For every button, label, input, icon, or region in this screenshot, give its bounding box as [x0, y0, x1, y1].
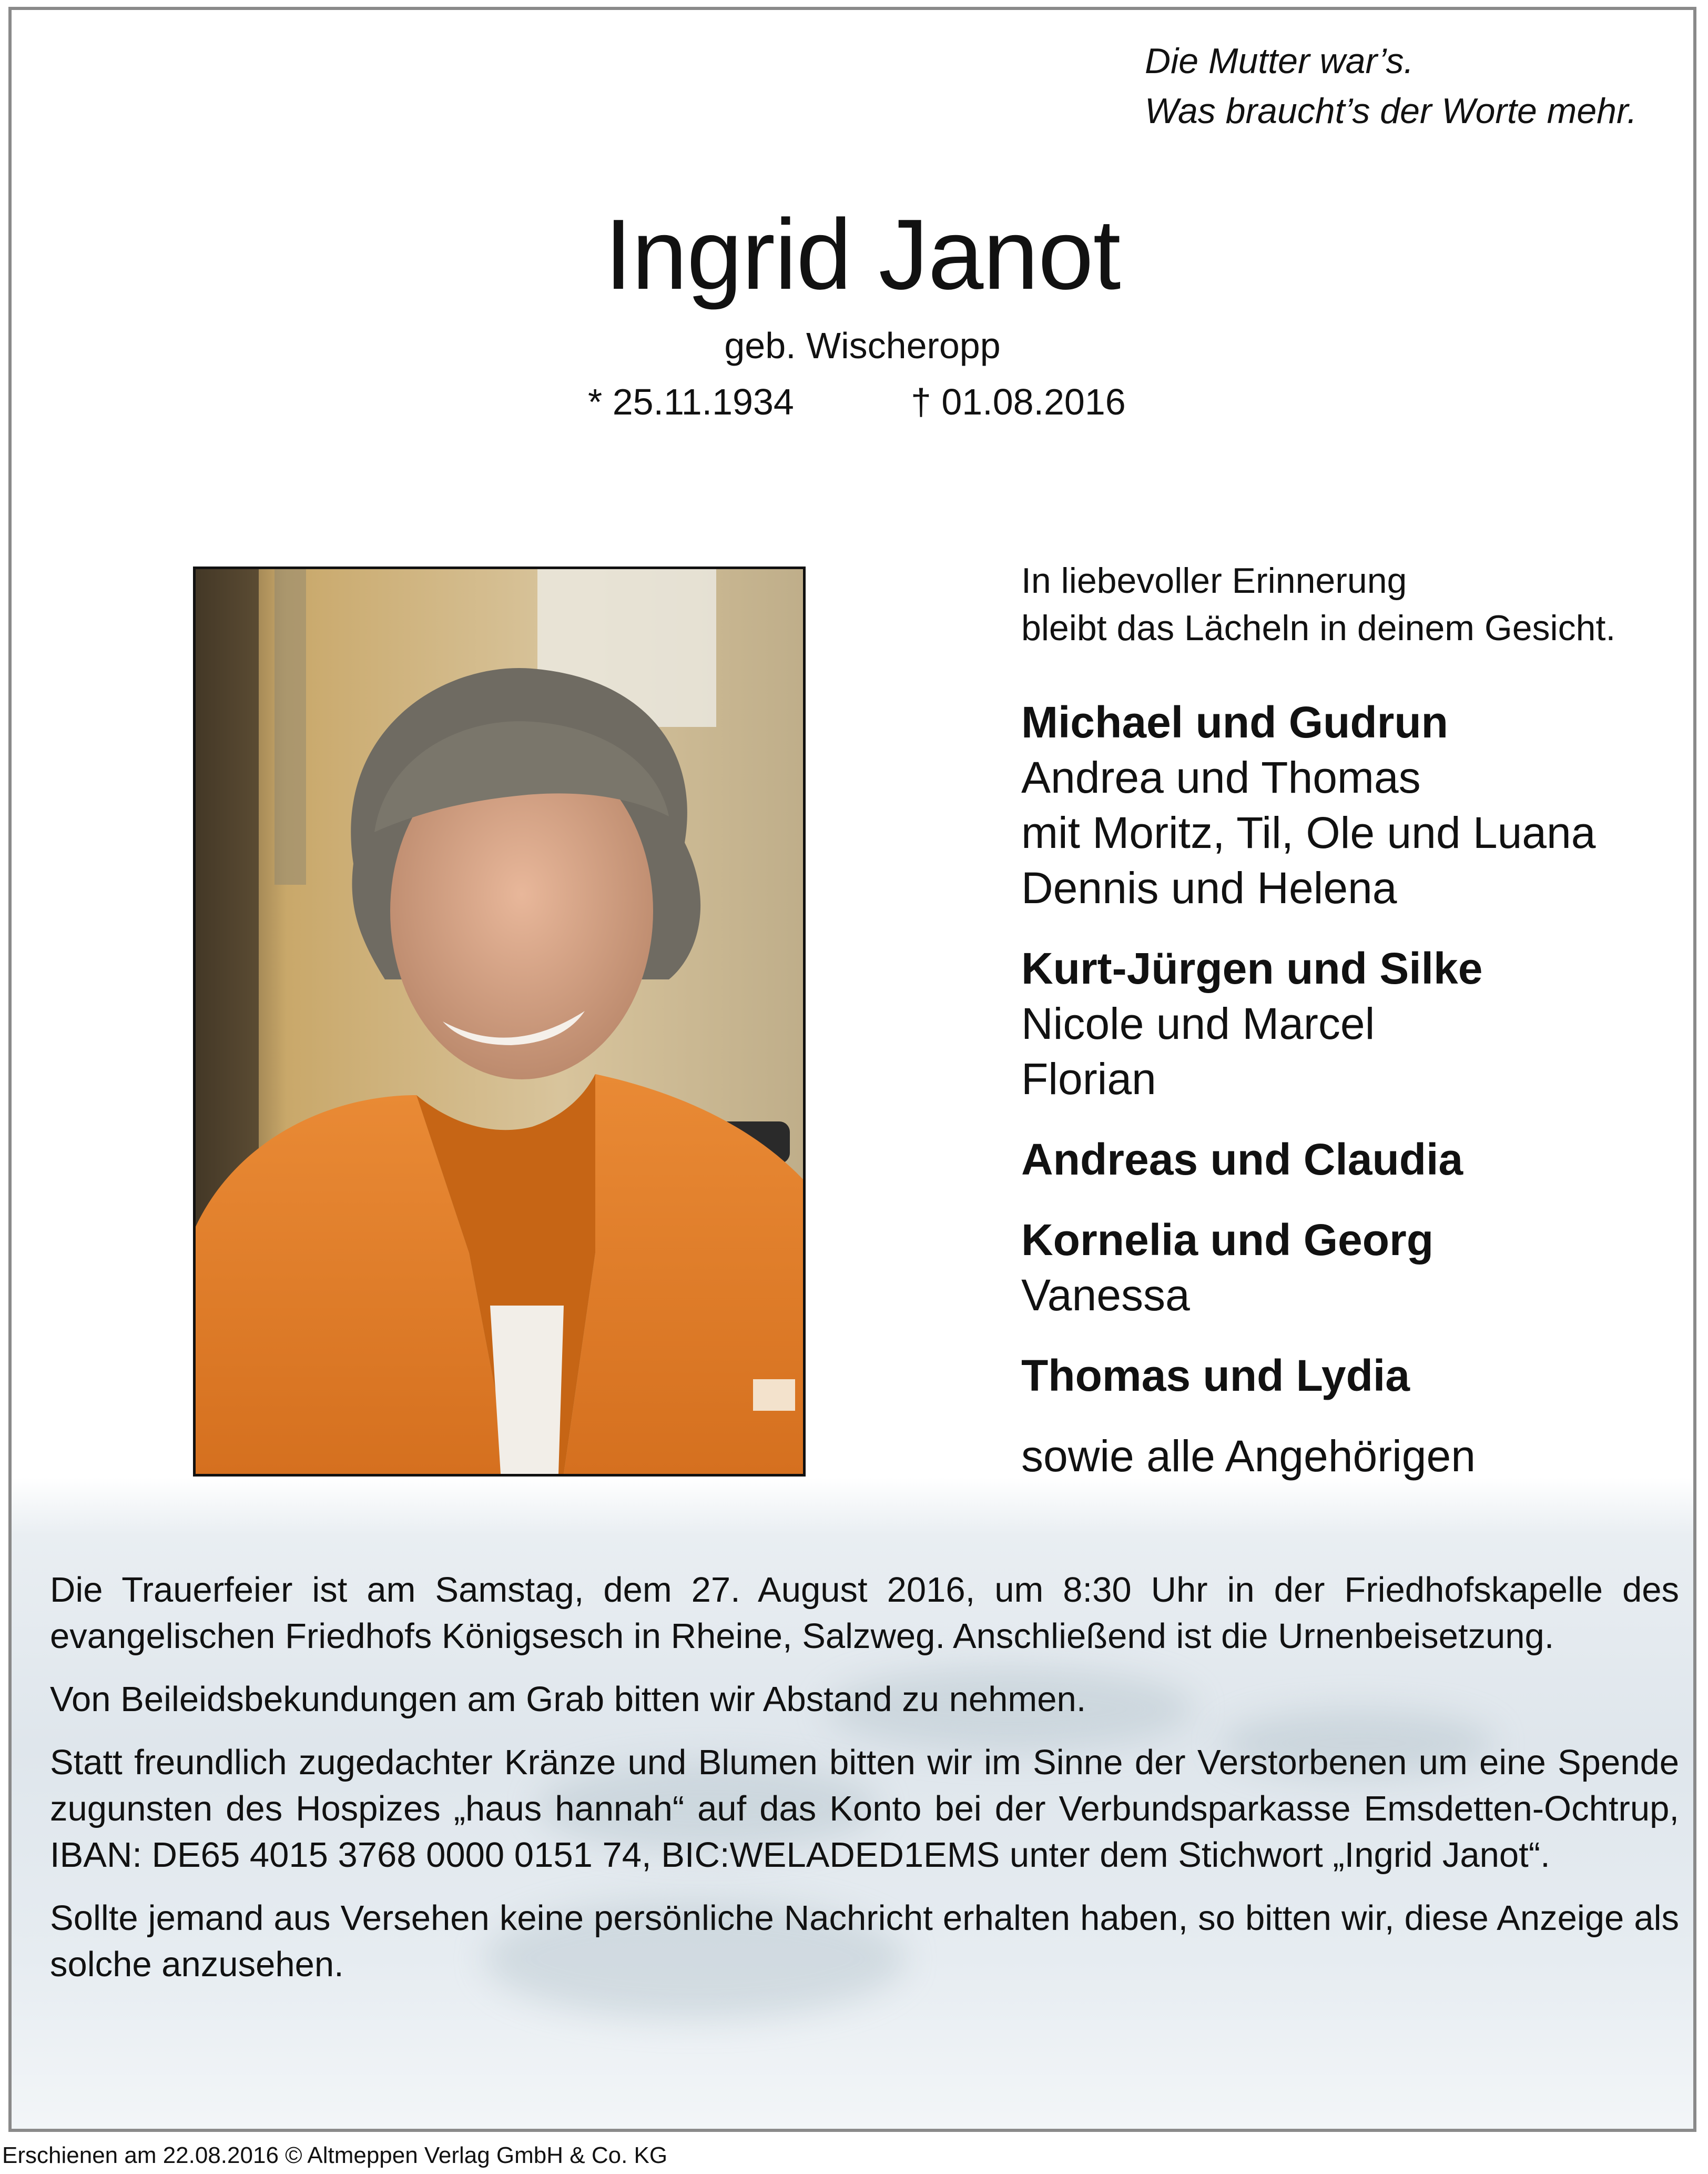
- donation-notice: Statt freundlich zugedachter Kränze und Blumen bitten wir im Sinne der Verstorbenen um eine Spende zugunsten des Hospizes „haus hannah“ auf das Konto bei der Verbundsparkasse Emsdetten-Ochtrup, IBAN: DE65 4015 3768 0000 0151 74, BIC:WELADED1EMS unter dem Stichwort „Ingrid Janot“.: [50, 1743, 1679, 1875]
- notice-text: [50, 1567, 1679, 2005]
- quote-line: Was braucht’s der Worte mehr.: [1145, 91, 1637, 131]
- family-member-line: Florian: [1021, 1054, 1156, 1104]
- family-member-line: Dennis und Helena: [1021, 863, 1397, 913]
- family-group-heading: Kornelia und Georg: [1021, 1215, 1434, 1265]
- deceased-name: Ingrid Janot: [604, 199, 1121, 310]
- other-relatives: sowie alle Angehörigen: [1021, 1431, 1476, 1481]
- closing-notice: Sollte jemand aus Versehen keine persönliche Nachricht erhalten haben, so bitten wir, diese Anzeige als solche anzusehen.: [50, 1898, 1679, 1984]
- family-member-line: Andrea und Thomas: [1021, 753, 1421, 802]
- funeral-notice: Die Trauerfeier ist am Samstag, dem 27. August 2016, um 8:30 Uhr in der Friedhofskapelle des evangelischen Friedhofs Königsesch in Rheine, Salzweg. Anschließend ist die Urnenbeisetzung.: [50, 1570, 1679, 1656]
- quote-line: Die Mutter war’s.: [1145, 41, 1414, 81]
- publication-footer: Erschienen am 22.08.2016 © Altmeppen Verlag GmbH & Co. KG: [2, 2142, 668, 2168]
- condolence-notice: Von Beileidsbekundungen am Grab bitten wir Abstand zu nehmen.: [50, 1680, 1086, 1719]
- family-group-heading: Andreas und Claudia: [1021, 1135, 1463, 1184]
- family-group-heading: Michael und Gudrun: [1021, 697, 1448, 747]
- family-group-heading: Thomas und Lydia: [1021, 1351, 1410, 1400]
- memorial-line: bleibt das Lächeln in deinem Gesicht.: [1021, 608, 1616, 648]
- family-group-heading: Kurt-Jürgen und Silke: [1021, 944, 1483, 993]
- maiden-name: geb. Wischeropp: [724, 325, 1001, 366]
- memorial-line: In liebevoller Erinnerung: [1021, 561, 1407, 601]
- family-member-line: mit Moritz, Til, Ole und Luana: [1021, 808, 1596, 857]
- epigraph-quote: [1145, 36, 1637, 136]
- portrait-image: [196, 569, 803, 1474]
- family-member-line: Vanessa: [1021, 1270, 1190, 1320]
- obituary-notice: [8, 7, 1696, 2132]
- birth-date: * 25.11.1934: [588, 381, 794, 422]
- portrait-photo: [193, 567, 806, 1477]
- family-member-line: Nicole und Marcel: [1021, 999, 1375, 1048]
- memorial-text: [1021, 557, 1615, 652]
- death-date: † 01.08.2016: [911, 381, 1126, 422]
